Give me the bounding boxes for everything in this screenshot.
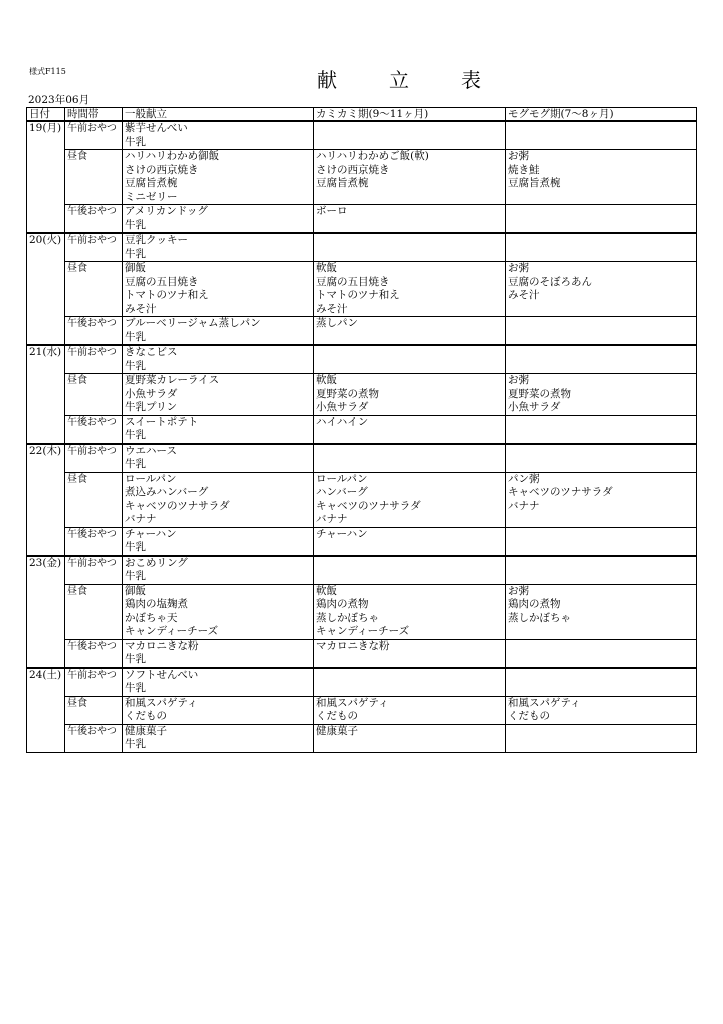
menu-item: マカロニきな粉 bbox=[316, 639, 390, 652]
mogu-menu-cell bbox=[506, 374, 697, 416]
menu-item: 御飯 bbox=[125, 262, 146, 274]
time-slot-cell: 昼食 bbox=[65, 374, 123, 416]
kami-menu-cell bbox=[314, 668, 506, 697]
header-time: 時間帯 bbox=[65, 108, 123, 122]
menu-item: 蒸しかぼちゃ bbox=[316, 611, 379, 624]
menu-table bbox=[26, 107, 697, 753]
menu-item: くだもの bbox=[316, 710, 358, 722]
kami-menu-cell bbox=[314, 527, 506, 556]
menu-item: 夏野菜の煮物 bbox=[508, 387, 571, 400]
menu-item: 豆腐旨煮椀 bbox=[125, 177, 178, 189]
menu-item: 紫芋せんべい bbox=[125, 122, 188, 134]
menu-item: 和風スパゲティ bbox=[125, 696, 198, 709]
mogu-menu-cell bbox=[506, 527, 697, 556]
menu-item: お粥 bbox=[508, 584, 529, 597]
header-mogumogu: モグモグ期(7～8ヶ月) bbox=[506, 108, 697, 122]
menu-item: 牛乳 bbox=[125, 359, 146, 372]
title-char: 献 bbox=[317, 68, 337, 92]
menu-item: チャーハン bbox=[316, 527, 368, 540]
time-slot-cell: 午後おやつ bbox=[65, 724, 123, 752]
menu-item: くだもの bbox=[508, 710, 550, 722]
menu-item: ウエハース bbox=[125, 444, 177, 457]
kami-menu-cell bbox=[314, 262, 506, 317]
general-menu-cell bbox=[123, 696, 314, 724]
time-slot-cell: 午前おやつ bbox=[65, 121, 123, 150]
menu-item: 牛乳 bbox=[125, 458, 146, 470]
page-title bbox=[317, 64, 533, 93]
kami-menu-cell bbox=[314, 374, 506, 416]
table-row bbox=[27, 205, 697, 234]
general-menu-cell bbox=[123, 415, 314, 444]
menu-item: 豆乳クッキー bbox=[125, 234, 188, 246]
menu-item: くだもの bbox=[125, 710, 167, 722]
menu-item: 和風スパゲティ bbox=[316, 696, 389, 709]
menu-item: 和風スパゲティ bbox=[508, 696, 581, 709]
menu-item: 豆腐の五目焼き bbox=[316, 275, 390, 288]
title-char: 立 bbox=[389, 68, 409, 92]
menu-item: ハリハリわかめ御飯 bbox=[125, 150, 220, 162]
menu-item: ロールパン bbox=[125, 472, 177, 485]
kami-menu-cell bbox=[314, 345, 506, 374]
mogu-menu-cell bbox=[506, 696, 697, 724]
menu-item: 蒸しパン bbox=[316, 317, 358, 329]
table-row bbox=[27, 150, 697, 205]
date-cell: 23(金) bbox=[27, 556, 65, 668]
menu-item: 夏野菜カレーライス bbox=[125, 374, 220, 386]
mogu-menu-cell bbox=[506, 724, 697, 752]
menu-item: パン粥 bbox=[508, 472, 540, 485]
menu-item: 健康菓子 bbox=[125, 724, 167, 737]
menu-item: 豆腐のそぼろあん bbox=[508, 275, 592, 288]
menu-item: 小魚サラダ bbox=[508, 401, 561, 413]
menu-item: 牛乳 bbox=[125, 429, 146, 441]
mogu-menu-cell bbox=[506, 584, 697, 639]
time-slot-cell: 午前おやつ bbox=[65, 233, 123, 262]
general-menu-cell bbox=[123, 345, 314, 374]
mogu-menu-cell bbox=[506, 345, 697, 374]
table-row bbox=[27, 317, 697, 346]
table-row bbox=[27, 584, 697, 639]
menu-item: かぼちゃ天 bbox=[125, 611, 178, 624]
time-slot-cell: 午前おやつ bbox=[65, 556, 123, 585]
table-row bbox=[27, 556, 697, 585]
time-slot-cell: 午前おやつ bbox=[65, 444, 123, 473]
general-menu-cell bbox=[123, 121, 314, 150]
mogu-menu-cell bbox=[506, 150, 697, 205]
menu-item: 牛乳 bbox=[125, 218, 146, 231]
table-row bbox=[27, 724, 697, 752]
kami-menu-cell bbox=[314, 317, 506, 346]
menu-item: 牛乳 bbox=[125, 135, 146, 148]
general-menu-cell bbox=[123, 556, 314, 585]
month-label: 2023年06月 bbox=[28, 94, 90, 106]
menu-item: ハイハイン bbox=[316, 415, 369, 428]
kami-menu-cell bbox=[314, 415, 506, 444]
menu-item: ソフトせんべい bbox=[125, 668, 199, 681]
time-slot-cell: 午前おやつ bbox=[65, 668, 123, 697]
menu-item: ミニゼリー bbox=[125, 190, 178, 203]
menu-item: 小魚サラダ bbox=[125, 387, 178, 400]
table-row bbox=[27, 444, 697, 473]
time-slot-cell: 午後おやつ bbox=[65, 205, 123, 234]
menu-item: バナナ bbox=[508, 499, 540, 512]
menu-item: キャベツのツナサラダ bbox=[125, 499, 230, 512]
table-row bbox=[27, 121, 697, 150]
general-menu-cell bbox=[123, 472, 314, 527]
table-row bbox=[27, 415, 697, 444]
general-menu-cell bbox=[123, 317, 314, 346]
mogu-menu-cell bbox=[506, 444, 697, 473]
menu-item: チャーハン bbox=[125, 527, 177, 540]
table-row bbox=[27, 233, 697, 262]
menu-item: 鶏肉の煮物 bbox=[508, 598, 561, 610]
general-menu-cell bbox=[123, 668, 314, 697]
menu-item: ハンバーグ bbox=[316, 486, 368, 498]
general-menu-cell bbox=[123, 639, 314, 668]
menu-item: スイートポテト bbox=[125, 415, 199, 428]
general-menu-cell bbox=[123, 724, 314, 752]
menu-item: 小魚サラダ bbox=[316, 401, 369, 413]
time-slot-cell: 午後おやつ bbox=[65, 317, 123, 346]
menu-item: 牛乳 bbox=[125, 570, 146, 582]
time-slot-cell: 午後おやつ bbox=[65, 639, 123, 668]
general-menu-cell bbox=[123, 444, 314, 473]
kami-menu-cell bbox=[314, 639, 506, 668]
menu-item: さけの西京焼き bbox=[316, 163, 390, 176]
menu-item: 御飯 bbox=[125, 584, 146, 597]
table-row bbox=[27, 374, 697, 416]
menu-item: お粥 bbox=[508, 262, 529, 274]
menu-item: 軟飯 bbox=[316, 262, 337, 274]
mogu-menu-cell bbox=[506, 556, 697, 585]
menu-item: 鶏肉の塩麹煮 bbox=[125, 598, 188, 610]
time-slot-cell: 昼食 bbox=[65, 262, 123, 317]
menu-item: お粥 bbox=[508, 374, 529, 386]
menu-item: みそ汁 bbox=[316, 302, 348, 315]
table-row bbox=[27, 472, 697, 527]
kami-menu-cell bbox=[314, 444, 506, 473]
general-menu-cell bbox=[123, 150, 314, 205]
table-row bbox=[27, 668, 697, 697]
form-code: 様式F115 bbox=[29, 67, 66, 76]
menu-item: 牛乳 bbox=[125, 682, 146, 694]
menu-item: 牛乳 bbox=[125, 541, 146, 553]
mogu-menu-cell bbox=[506, 121, 697, 150]
menu-item: みそ汁 bbox=[508, 289, 540, 301]
menu-item: 煮込みハンバーグ bbox=[125, 486, 209, 498]
menu-item: マカロニきな粉 bbox=[125, 639, 199, 652]
header-date: 日付 bbox=[27, 108, 65, 122]
menu-item: バナナ bbox=[316, 513, 348, 525]
table-row bbox=[27, 639, 697, 668]
time-slot-cell: 午前おやつ bbox=[65, 345, 123, 374]
general-menu-cell bbox=[123, 205, 314, 234]
header-kamikami: カミカミ期(9～11ヶ月) bbox=[314, 108, 506, 122]
menu-item: ハリハリわかめご飯(軟) bbox=[316, 150, 429, 162]
date-cell: 20(火) bbox=[27, 233, 65, 345]
menu-body bbox=[27, 121, 697, 752]
menu-item: 豆腐旨煮椀 bbox=[508, 177, 561, 189]
menu-item: 軟飯 bbox=[316, 374, 337, 386]
menu-item: きなこビス bbox=[125, 346, 178, 358]
general-menu-cell bbox=[123, 374, 314, 416]
table-row bbox=[27, 527, 697, 556]
menu-item: 豆腐旨煮椀 bbox=[316, 177, 369, 189]
menu-item: 焼き鮭 bbox=[508, 163, 540, 176]
menu-item: 健康菓子 bbox=[316, 724, 358, 737]
date-cell: 24(土) bbox=[27, 668, 65, 753]
general-menu-cell bbox=[123, 262, 314, 317]
time-slot-cell: 昼食 bbox=[65, 696, 123, 724]
menu-item: ロールパン bbox=[316, 472, 368, 485]
mogu-menu-cell bbox=[506, 415, 697, 444]
menu-item: 夏野菜の煮物 bbox=[316, 387, 379, 400]
menu-item: 牛乳 bbox=[125, 330, 146, 343]
general-menu-cell bbox=[123, 233, 314, 262]
date-cell: 22(木) bbox=[27, 444, 65, 556]
menu-item: 蒸しかぼちゃ bbox=[508, 611, 571, 624]
menu-item: みそ汁 bbox=[125, 302, 157, 315]
kami-menu-cell bbox=[314, 150, 506, 205]
menu-item: さけの西京焼き bbox=[125, 163, 199, 176]
menu-item: キャンディーチーズ bbox=[125, 625, 219, 637]
general-menu-cell bbox=[123, 527, 314, 556]
mogu-menu-cell bbox=[506, 668, 697, 697]
time-slot-cell: 昼食 bbox=[65, 472, 123, 527]
mogu-menu-cell bbox=[506, 262, 697, 317]
menu-item: キャベツのツナサラダ bbox=[316, 499, 421, 512]
kami-menu-cell bbox=[314, 696, 506, 724]
time-slot-cell: 昼食 bbox=[65, 584, 123, 639]
kami-menu-cell bbox=[314, 584, 506, 639]
time-slot-cell: 昼食 bbox=[65, 150, 123, 205]
menu-item: 牛乳プリン bbox=[125, 401, 178, 413]
menu-item: 牛乳 bbox=[125, 247, 146, 260]
table-row bbox=[27, 262, 697, 317]
menu-item: 牛乳 bbox=[125, 653, 146, 665]
kami-menu-cell bbox=[314, 205, 506, 234]
table-row bbox=[27, 345, 697, 374]
menu-item: ブルーベリージャム蒸しパン bbox=[125, 317, 261, 329]
menu-item: トマトのツナ和え bbox=[316, 289, 400, 301]
time-slot-cell: 午後おやつ bbox=[65, 527, 123, 556]
menu-item: 鶏肉の煮物 bbox=[316, 598, 369, 610]
mogu-menu-cell bbox=[506, 472, 697, 527]
time-slot-cell: 午後おやつ bbox=[65, 415, 123, 444]
kami-menu-cell bbox=[314, 556, 506, 585]
header-general: 一般献立 bbox=[123, 108, 314, 122]
date-cell: 21(水) bbox=[27, 345, 65, 444]
menu-item: アメリカンドッグ bbox=[125, 205, 208, 217]
mogu-menu-cell bbox=[506, 639, 697, 668]
mogu-menu-cell bbox=[506, 233, 697, 262]
menu-item: キャンディーチーズ bbox=[316, 625, 410, 637]
menu-item: トマトのツナ和え bbox=[125, 289, 209, 301]
menu-item: お粥 bbox=[508, 150, 529, 162]
kami-menu-cell bbox=[314, 724, 506, 752]
menu-item: 軟飯 bbox=[316, 584, 337, 597]
menu-item: 豆腐の五目焼き bbox=[125, 275, 199, 288]
menu-item: バナナ bbox=[125, 513, 157, 525]
kami-menu-cell bbox=[314, 233, 506, 262]
title-char: 表 bbox=[461, 68, 481, 92]
header-row bbox=[27, 108, 697, 122]
mogu-menu-cell bbox=[506, 205, 697, 234]
menu-item: おこめリング bbox=[125, 556, 188, 569]
kami-menu-cell bbox=[314, 472, 506, 527]
mogu-menu-cell bbox=[506, 317, 697, 346]
table-row bbox=[27, 696, 697, 724]
menu-item: ボーロ bbox=[316, 205, 348, 217]
kami-menu-cell bbox=[314, 121, 506, 150]
menu-item: キャベツのツナサラダ bbox=[508, 486, 613, 498]
menu-item: 牛乳 bbox=[125, 738, 146, 750]
general-menu-cell bbox=[123, 584, 314, 639]
date-cell: 19(月) bbox=[27, 121, 65, 233]
